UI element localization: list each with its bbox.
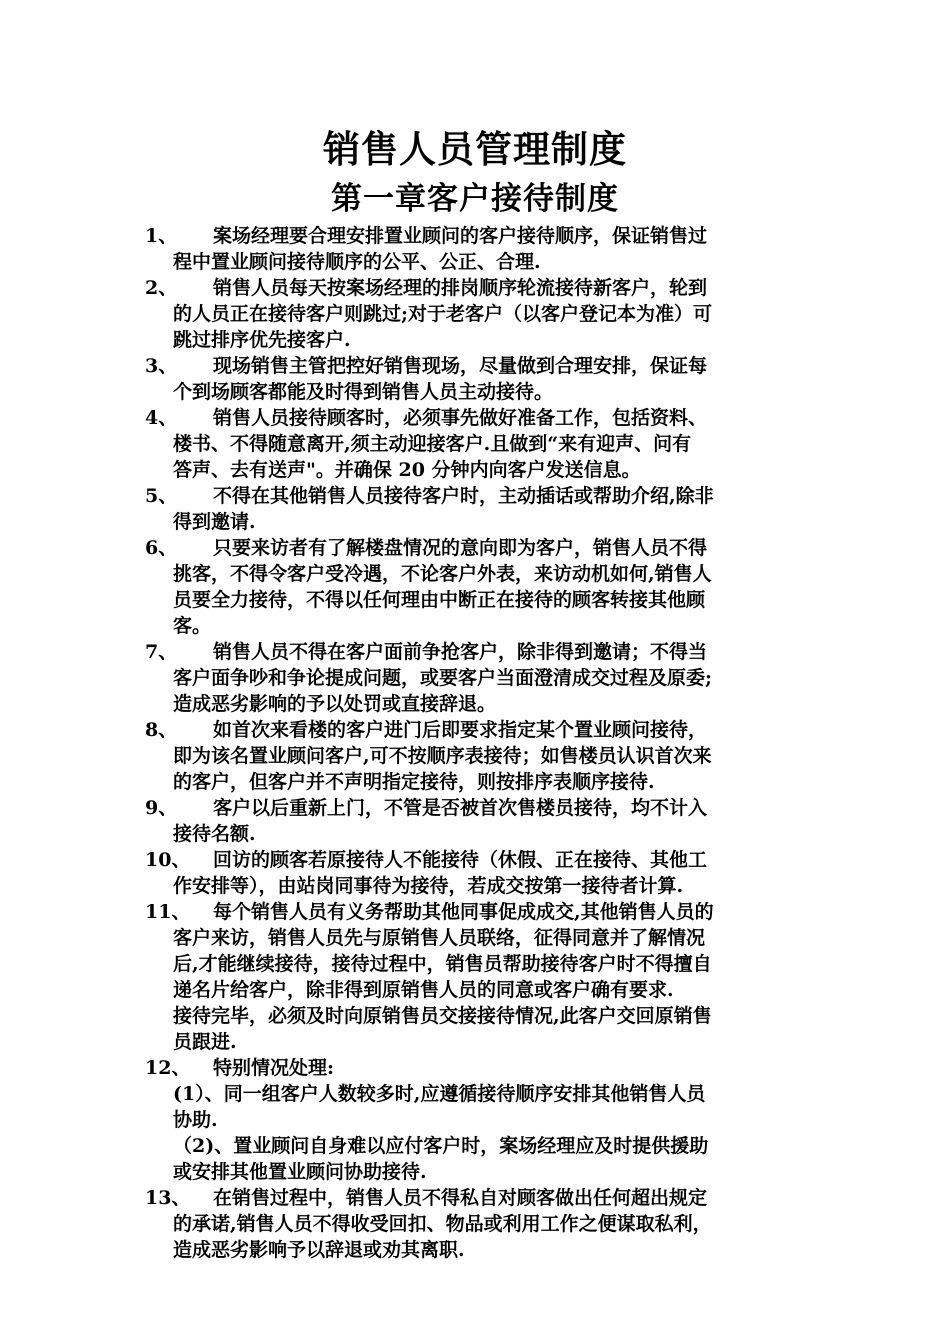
list-item-first-line bbox=[145, 796, 805, 821]
list-item-line bbox=[145, 1238, 805, 1263]
list-item-text: 客户面争吵和争论提成问题，或要客户当面澄清成交过程及原委; bbox=[173, 667, 713, 689]
list-item bbox=[145, 900, 805, 1055]
list-item-line bbox=[145, 614, 805, 639]
list-item-number: 10、 bbox=[145, 849, 191, 871]
list-item-text: 案场经理要合理安排置业顾问的客户接待顺序，保证销售过 bbox=[213, 225, 708, 247]
list-item-text: 的人员正在接待客户则跳过;对于老客户（以客户登记本为准）可 bbox=[173, 303, 713, 325]
list-item-number: 7、 bbox=[145, 641, 178, 663]
list-item-first-line bbox=[145, 848, 805, 873]
list-item bbox=[145, 354, 805, 405]
list-item-text: 特别情况处理: bbox=[213, 1057, 335, 1079]
list-item-text: 每个销售人员有义务帮助其他同事促成成交,其他销售人员的 bbox=[213, 901, 714, 923]
list-item-first-line bbox=[145, 484, 805, 509]
list-item-number: 6、 bbox=[145, 537, 178, 559]
list-item-line bbox=[145, 744, 805, 769]
list-item-first-line bbox=[145, 224, 805, 249]
list-item-line bbox=[145, 328, 805, 353]
list-item-text: 造成恶劣影响予以辞退或劝其离职. bbox=[173, 1239, 465, 1261]
list-item-number: 12、 bbox=[145, 1057, 191, 1079]
list-item bbox=[145, 536, 805, 639]
list-item-text: 销售人员每天按案场经理的排岗顺序轮流接待新客户，轮到 bbox=[213, 277, 708, 299]
list-item-text: 答声、去有送声"。并确保 20 分钟内向客户发送信息。 bbox=[173, 459, 641, 481]
list-item-line bbox=[145, 1134, 805, 1159]
list-item-line bbox=[145, 770, 805, 795]
list-item-text: 得到邀请. bbox=[173, 511, 256, 533]
list-item-text: 后,才能继续接待，接待过程中，销售员帮助接待客户时不得擅自 bbox=[173, 953, 712, 975]
list-item-line bbox=[145, 1030, 805, 1055]
list-item-text: 员要全力接待，不得以任何理由中断正在接待的顾客转接其他顾 bbox=[173, 589, 706, 611]
list-item-first-line bbox=[145, 1186, 805, 1211]
list-item-text: 在销售过程中，销售人员不得私自对顾客做出任何超出规定 bbox=[213, 1187, 708, 1209]
list-item-line bbox=[145, 510, 805, 535]
list-item-text: 跳过排序优先接客户. bbox=[173, 329, 351, 351]
list-item-text: 楼书、不得随意离开,须主动迎接客户.且做到“来有迎声、问有 bbox=[173, 433, 692, 455]
list-item bbox=[145, 224, 805, 275]
list-item-line bbox=[145, 302, 805, 327]
list-item-number: 4、 bbox=[145, 407, 178, 429]
list-item-text: （2)、置业顾问自身难以应付客户时，案场经理应及时提供援助 bbox=[173, 1135, 709, 1157]
list-item-text: 销售人员接待顾客时，必须事先做好准备工作，包括资料、 bbox=[213, 407, 708, 429]
list-item-line bbox=[145, 588, 805, 613]
list-item bbox=[145, 276, 805, 353]
list-item-text: 程中置业顾问接待顺序的公平、公正、合理. bbox=[173, 251, 541, 273]
list-item-number: 8、 bbox=[145, 719, 178, 741]
list-item-first-line bbox=[145, 900, 805, 925]
list-item-number: 11、 bbox=[145, 901, 191, 923]
list-item bbox=[145, 406, 805, 483]
list-item-line bbox=[145, 666, 805, 691]
list-item bbox=[145, 1056, 805, 1185]
list-item-first-line bbox=[145, 1056, 805, 1081]
list-item-line bbox=[145, 1082, 805, 1107]
list-item bbox=[145, 796, 805, 847]
list-item-line bbox=[145, 692, 805, 717]
list-item-text: 客。 bbox=[173, 615, 212, 637]
list-item bbox=[145, 718, 805, 795]
list-item-line bbox=[145, 380, 805, 405]
list-item bbox=[145, 640, 805, 717]
list-item-text: 现场销售主管把控好销售现场，尽量做到合理安排，保证每 bbox=[213, 355, 708, 377]
list-item-line bbox=[145, 926, 805, 951]
list-item-first-line bbox=[145, 406, 805, 431]
list-item bbox=[145, 484, 805, 535]
list-item-text: 即为该名置业顾问客户,可不按顺序表接待；如售楼员认识首次来 bbox=[173, 745, 712, 767]
list-item-text: 挑客，不得令客户受冷遇，不论客户外表，来访动机如何,销售人 bbox=[173, 563, 712, 585]
list-item-line bbox=[145, 1108, 805, 1133]
list-item-text: 客户来访，销售人员先与原销售人员联络，征得同意并了解情况 bbox=[173, 927, 706, 949]
list-item-first-line bbox=[145, 276, 805, 301]
list-item-number: 2、 bbox=[145, 277, 178, 299]
list-item-line bbox=[145, 1212, 805, 1237]
list-item-text: 或安排其他置业顾问协助接待. bbox=[173, 1161, 427, 1183]
list-item-first-line bbox=[145, 536, 805, 561]
list-item-line bbox=[145, 874, 805, 899]
document-body bbox=[145, 224, 805, 1264]
list-item-number: 1、 bbox=[145, 225, 178, 247]
chapter-title: 第一章客户接待制度 bbox=[331, 181, 619, 217]
list-item-text: 的承诺,销售人员不得收受回扣、物品或利用工作之便谋取私利， bbox=[173, 1213, 712, 1235]
list-item-text: 不得在其他销售人员接待客户时，主动插话或帮助介绍,除非 bbox=[213, 485, 714, 507]
list-item bbox=[145, 1186, 805, 1263]
list-item-line bbox=[145, 952, 805, 977]
list-item-text: 协助. bbox=[173, 1109, 218, 1131]
list-item-line bbox=[145, 250, 805, 275]
list-item-line bbox=[145, 978, 805, 1003]
list-item-text: 销售人员不得在客户面前争抢客户，除非得到邀请；不得当 bbox=[213, 641, 708, 663]
list-item-line bbox=[145, 432, 805, 457]
list-item-text: (1）、同一组客户人数较多时,应遵循接待顺序安排其他销售人员 bbox=[173, 1083, 706, 1105]
list-item-text: 如首次来看楼的客户进门后即要求指定某个置业顾问接待， bbox=[213, 719, 708, 741]
list-item-text: 只要来访者有了解楼盘情况的意向即为客户，销售人员不得 bbox=[213, 537, 708, 559]
list-item-number: 3、 bbox=[145, 355, 178, 377]
list-item-first-line bbox=[145, 640, 805, 665]
list-item-number: 5、 bbox=[145, 485, 178, 507]
list-item-text: 接待名额. bbox=[173, 823, 256, 845]
list-item-text: 的客户，但客户并不声明指定接待，则按排序表顺序接待. bbox=[173, 771, 655, 793]
list-item-text: 员跟进. bbox=[173, 1031, 237, 1053]
list-item bbox=[145, 848, 805, 899]
list-item-text: 个到场顾客都能及时得到销售人员主动接待。 bbox=[173, 381, 554, 403]
list-item-line bbox=[145, 458, 805, 483]
list-item-line bbox=[145, 1004, 805, 1029]
list-item-number: 9、 bbox=[145, 797, 178, 819]
list-item-text: 递名片给客户，除非得到原销售人员的同意或客户确有要求. bbox=[173, 979, 674, 1001]
list-item-number: 13、 bbox=[145, 1187, 191, 1209]
list-item-text: 接待完毕，必须及时向原销售员交接接待情况,此客户交回原销售 bbox=[173, 1005, 712, 1027]
list-item-text: 回访的顾客若原接待人不能接待（休假、正在接待、其他工 bbox=[213, 849, 708, 871]
list-item-first-line bbox=[145, 354, 805, 379]
list-item-line bbox=[145, 822, 805, 847]
list-item-text: 作安排等），由站岗同事待为接待，若成交按第一接待者计算. bbox=[173, 875, 684, 897]
list-item-line bbox=[145, 562, 805, 587]
list-item-line bbox=[145, 1160, 805, 1185]
list-item-first-line bbox=[145, 718, 805, 743]
list-item-text: 客户以后重新上门，不管是否被首次售楼员接待，均不计入 bbox=[213, 797, 708, 819]
list-item-text: 造成恶劣影响的予以处罚或直接辞退。 bbox=[173, 693, 497, 715]
document-title: 销售人员管理制度 bbox=[323, 128, 627, 171]
